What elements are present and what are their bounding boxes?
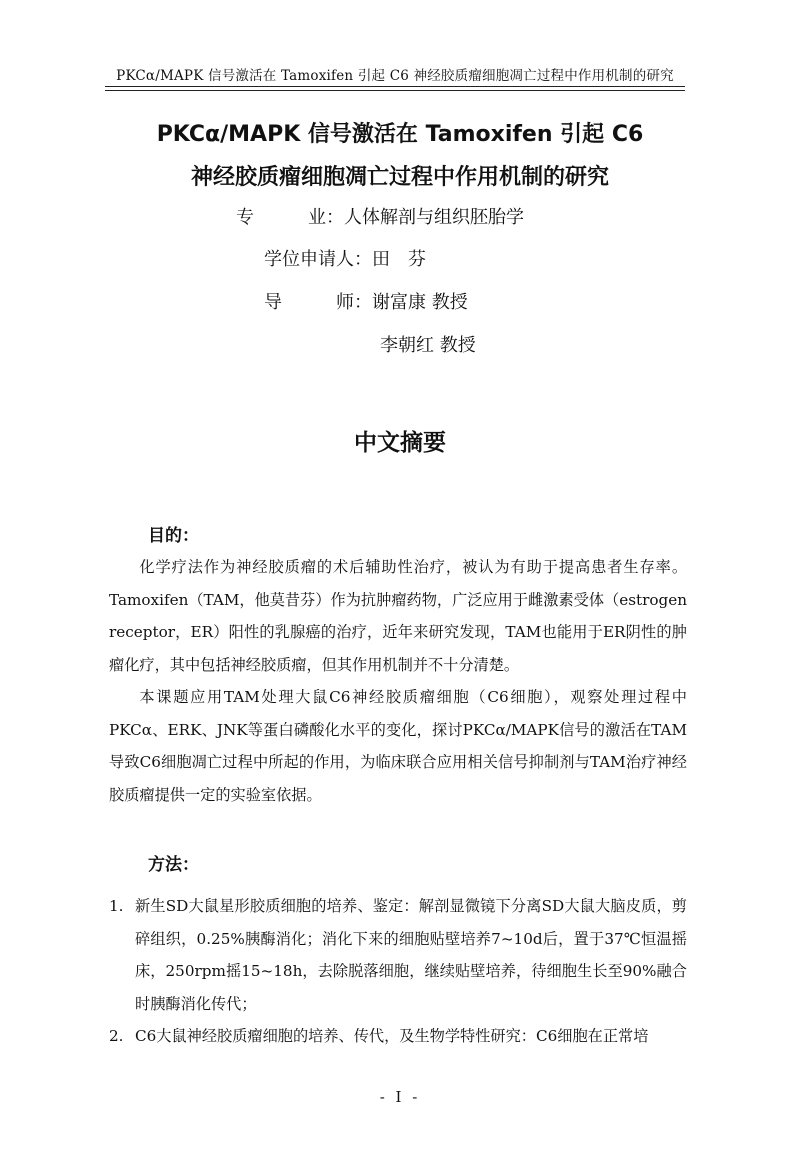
major-value: 人体解剖与组织胚胎学 (344, 207, 524, 228)
major-row (236, 203, 524, 229)
list-text: C6大鼠神经胶质瘤细胞的培养、传代，及生物学特性研究：C6细胞在正常培 (135, 1027, 649, 1045)
list-number: 1. (109, 897, 124, 915)
purpose-heading: 目的： (148, 526, 199, 546)
purpose-paragraph-1: 化学疗法作为神经胶质瘤的术后辅助性治疗，被认为有助于提高患者生存率。Tamoxifen（TAM，他莫昔芬）作为抗肿瘤药物，广泛应用于雌激素受体（estrogen receptor，ER）阳性的乳腺癌的治疗，近年来研究发现，TAM也能用于ER阴性的肿瘤化疗，其中包括神经胶质瘤，但其作用机制并不十分清楚。 (109, 558, 687, 674)
applicant-row (264, 245, 426, 271)
running-header: PKCα/MAPK 信号激活在 Tamoxifen 引起 C6 神经胶质瘤细胞凋亡过程中作用机制的研究 (116, 68, 674, 84)
methods-heading: 方法： (148, 855, 199, 875)
list-number: 2. (109, 1027, 124, 1045)
methods-item-2 (109, 1020, 687, 1053)
methods-item-1 (109, 890, 687, 1020)
title-line-1: PKCα/MAPK 信号激活在 Tamoxifen 引起 C6 (156, 122, 644, 147)
advisor-1: 谢富康 教授 (372, 292, 468, 313)
major-label: 专 业： (236, 207, 344, 228)
applicant-label: 学位申请人： (264, 249, 372, 270)
applicant-value: 田 芬 (372, 249, 426, 270)
header-rule-thin (105, 90, 685, 91)
advisor-label: 导 师： (264, 292, 372, 313)
list-text: 新生SD大鼠星形胶质细胞的培养、鉴定：解剖显微镜下分离SD大鼠大脑皮质，剪碎组织，0.25%胰酶消化；消化下来的细胞贴壁培养7~10d后，置于37℃恒温摇床，250rpm摇15~18h，去除脱落细胞，继续贴壁培养，待细胞生长至90%融合时胰酶消化传代； (135, 897, 687, 1013)
advisor-row (264, 288, 468, 314)
header-rule (105, 86, 685, 87)
advisor-2: 李朝红 教授 (380, 335, 476, 356)
purpose-paragraph-2: 本课题应用TAM处理大鼠C6神经胶质瘤细胞（C6细胞），观察处理过程中PKCα、ERK、JNK等蛋白磷酸化水平的变化，探讨PKCα/MAPK信号的激活在TAM导致C6细胞凋亡过程中所起的作用，为临床联合应用相关信号抑制剂与TAM治疗神经胶质瘤提供一定的实验室依据。 (109, 688, 687, 804)
abstract-heading: 中文摘要 (354, 430, 446, 456)
page-number: - I - (379, 1088, 421, 1106)
title-line-2: 神经胶质瘤细胞凋亡过程中作用机制的研究 (190, 165, 609, 190)
